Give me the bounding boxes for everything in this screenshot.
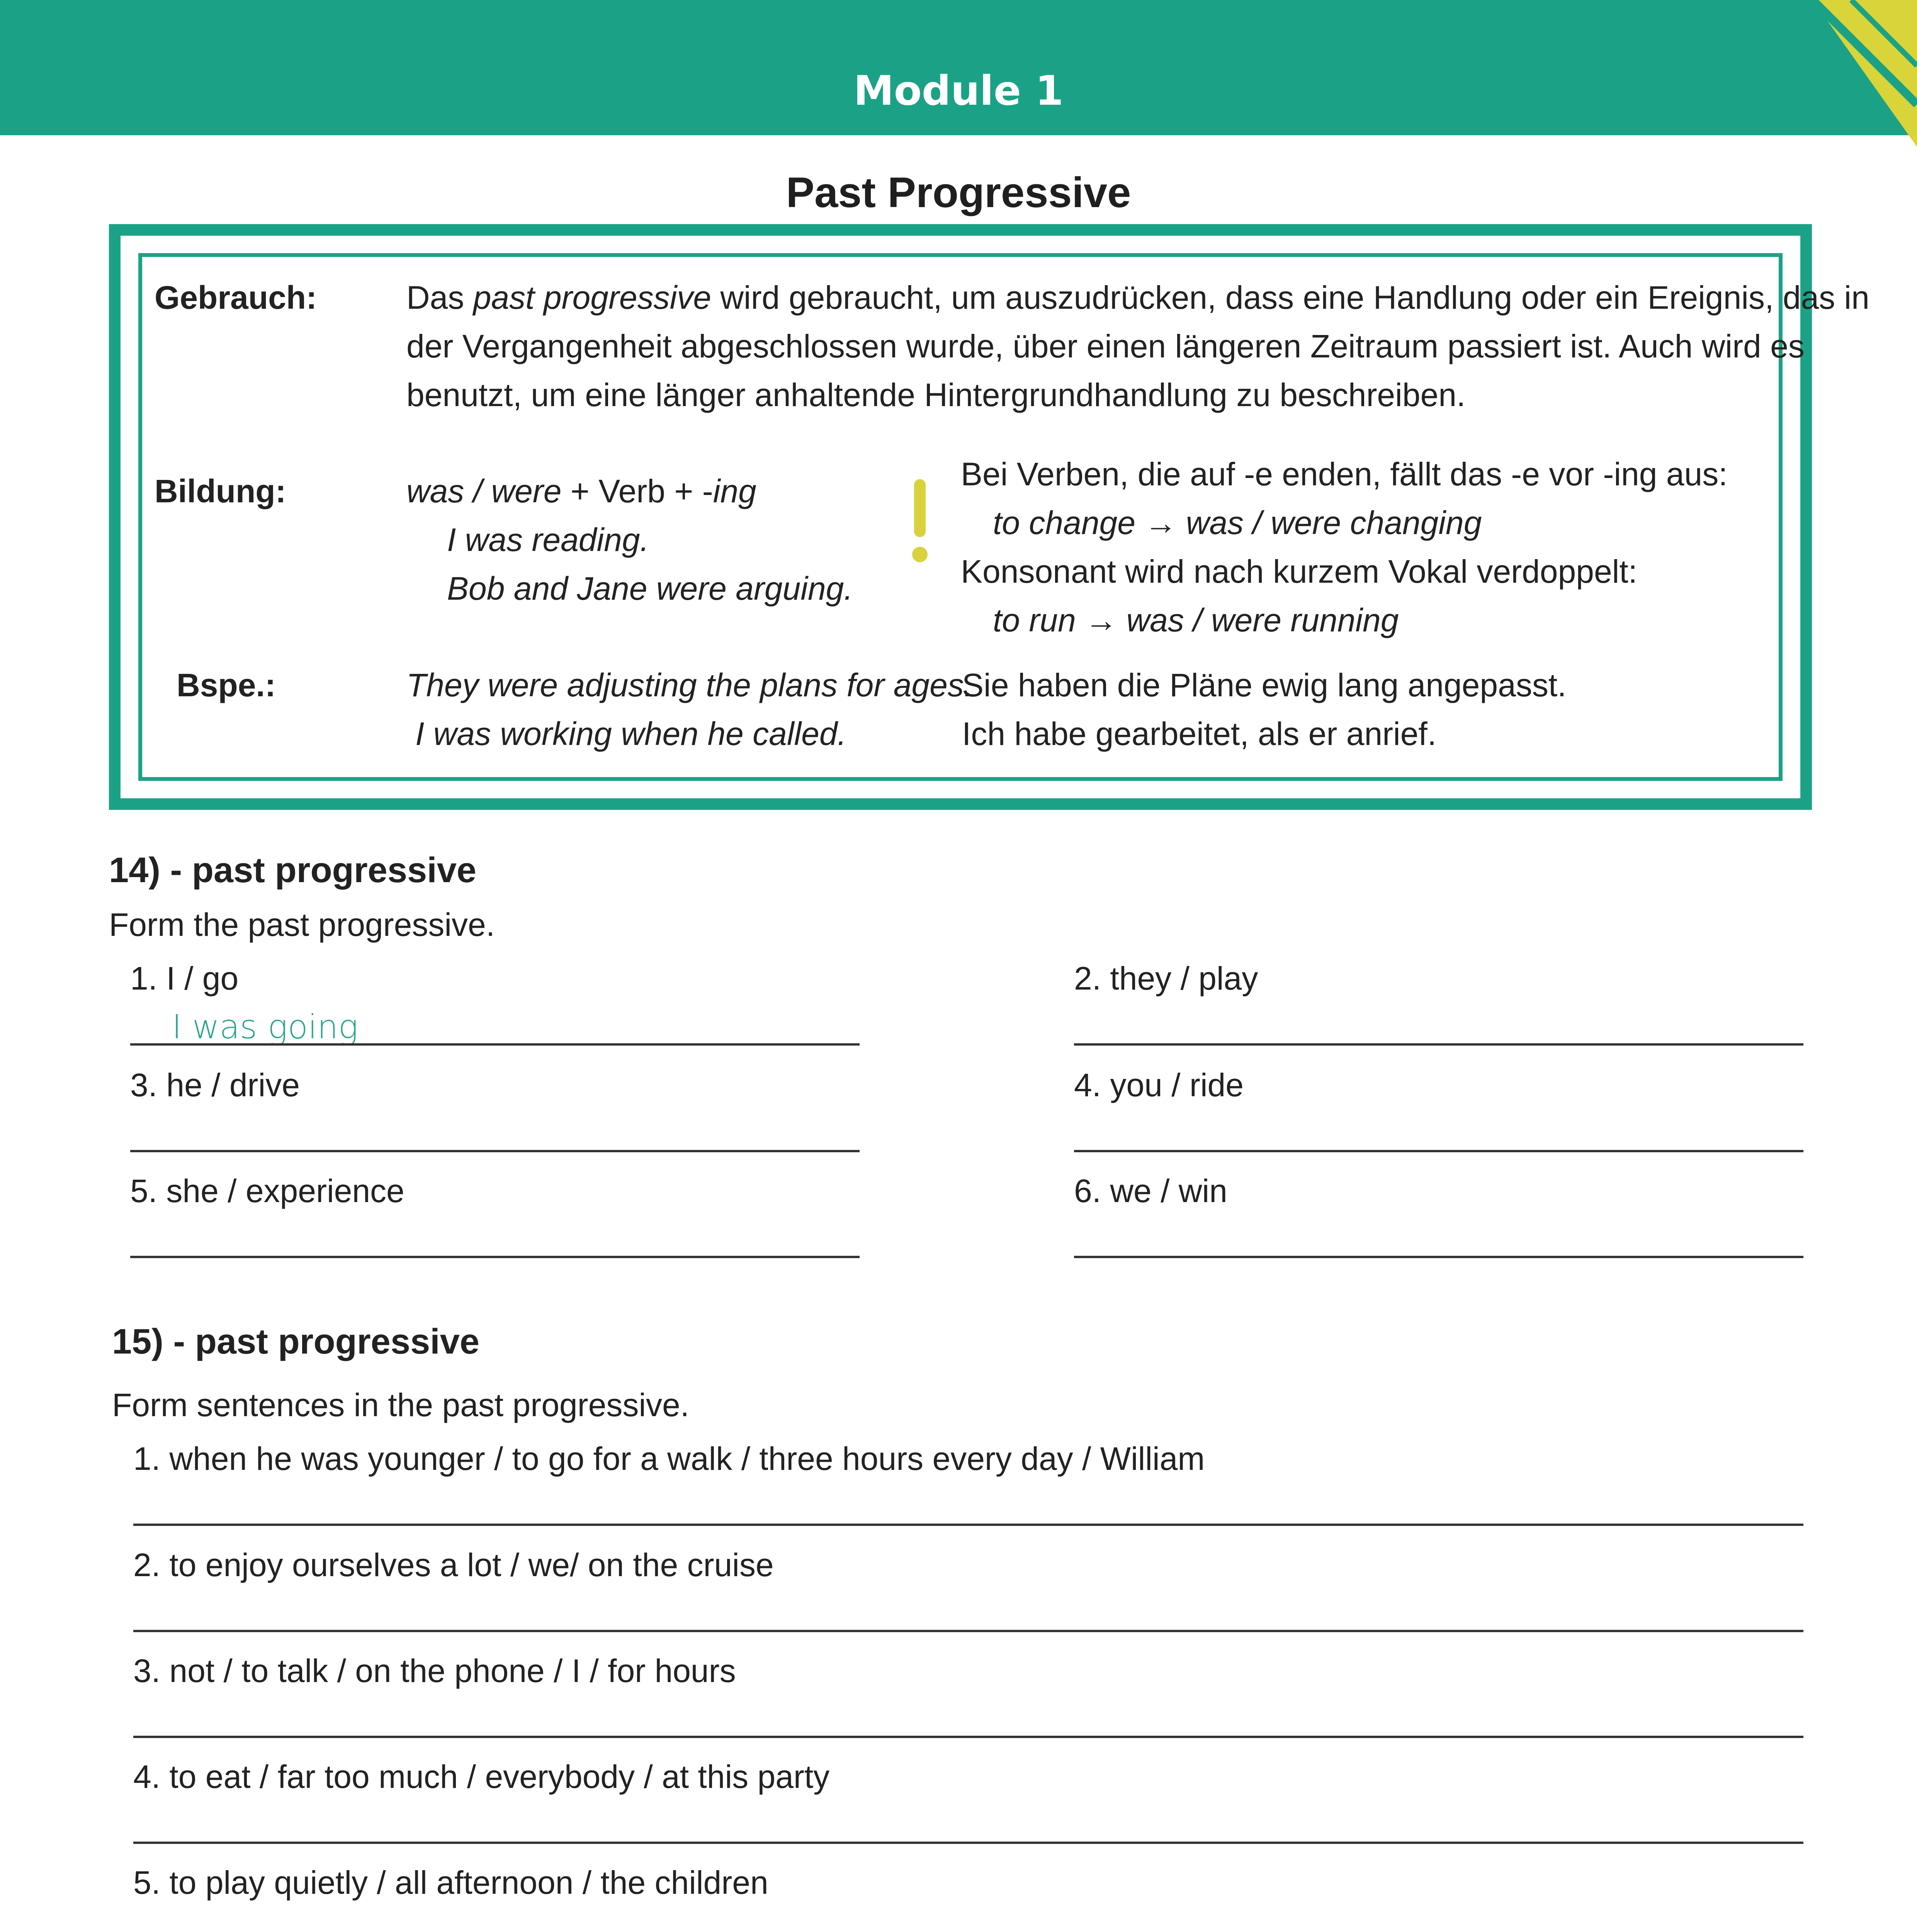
ex14-answer-line-1[interactable] bbox=[130, 1043, 860, 1046]
ex14-answer-line-4[interactable] bbox=[1074, 1150, 1803, 1152]
ex14-instruction: Form the past progressive. bbox=[109, 906, 495, 943]
ex14-item-3: 3. he / drive bbox=[130, 1067, 300, 1103]
ex15-item-1: 1. when he was younger / to go for a walk / three hours every day / William bbox=[133, 1440, 1205, 1477]
ex14-item-6: 6. we / win bbox=[1074, 1173, 1227, 1209]
ex14-answer-line-3[interactable] bbox=[130, 1150, 860, 1152]
examples-label: Bspe.: bbox=[177, 667, 276, 703]
module-title: Module 1 bbox=[853, 67, 1064, 114]
ex15-answer-line-3[interactable] bbox=[133, 1736, 1803, 1738]
corner-stripes bbox=[1755, 0, 1917, 147]
form-example-1: I was reading. bbox=[447, 522, 649, 558]
ex14-answer-line-2[interactable] bbox=[1074, 1043, 1803, 1046]
note-line-1: Bei Verben, die auf -e enden, fällt das -e vor -ing aus: bbox=[961, 456, 1728, 492]
ex15-instruction: Form sentences in the past progressive. bbox=[112, 1387, 690, 1423]
ex14-sample-answer: I was going bbox=[172, 1008, 359, 1046]
ex14-answer-line-5[interactable] bbox=[130, 1256, 860, 1258]
form-formula: was / were + Verb + -ing bbox=[406, 473, 756, 509]
ex14-item-5: 5. she / experience bbox=[130, 1173, 404, 1209]
usage-line-3: benutzt, um eine länger anhaltende Hintergrundhandlung zu beschreiben. bbox=[406, 377, 1466, 413]
ex14-item-1: 1. I / go bbox=[130, 960, 239, 997]
example-en-1: They were adjusting the plans for ages. bbox=[406, 667, 973, 703]
ex15-item-5: 5. to play quietly / all afternoon / the children bbox=[133, 1864, 768, 1901]
example-de-1: Sie haben die Pläne ewig lang angepasst. bbox=[962, 667, 1567, 703]
ex14-item-4: 4. you / ride bbox=[1074, 1067, 1244, 1103]
exclamation-icon bbox=[906, 479, 933, 564]
ex15-item-4: 4. to eat / far too much / everybody / at this party bbox=[133, 1759, 830, 1795]
ex15-answer-line-2[interactable] bbox=[133, 1630, 1803, 1632]
usage-line-2: der Vergangenheit abgeschlossen wurde, über einen längeren Zeitraum passiert ist. Auch wird es bbox=[406, 328, 1805, 364]
note-line-3: Konsonant wird nach kurzem Vokal verdoppelt: bbox=[961, 553, 1637, 590]
example-de-2: Ich habe gearbeitet, als er anrief. bbox=[962, 716, 1437, 752]
ex15-title: 15) - past progressive bbox=[112, 1322, 480, 1361]
usage-line-1: Das past progressive wird gebraucht, um auszudrücken, dass eine Handlung oder ein Ereignis, das in bbox=[406, 279, 1869, 316]
ex15-answer-line-1[interactable] bbox=[133, 1524, 1803, 1526]
note-line-2: to change → was / were changing bbox=[993, 505, 1482, 541]
ex15-item-2: 2. to enjoy ourselves a lot / we/ on the cruise bbox=[133, 1547, 774, 1583]
ex14-title: 14) - past progressive bbox=[109, 850, 477, 890]
example-en-2: I was working when he called. bbox=[415, 716, 846, 752]
form-example-2: Bob and Jane were arguing. bbox=[447, 570, 853, 607]
usage-label: Gebrauch: bbox=[155, 279, 317, 316]
ex15-item-3: 3. not / to talk / on the phone / I / for hours bbox=[133, 1653, 736, 1689]
ex14-item-2: 2. they / play bbox=[1074, 960, 1258, 997]
ex14-answer-line-6[interactable] bbox=[1074, 1256, 1803, 1258]
ex15-answer-line-4[interactable] bbox=[133, 1842, 1803, 1844]
page-title: Past Progressive bbox=[786, 169, 1131, 216]
form-label: Bildung: bbox=[155, 473, 286, 509]
note-line-4: to run → was / were running bbox=[993, 602, 1399, 638]
